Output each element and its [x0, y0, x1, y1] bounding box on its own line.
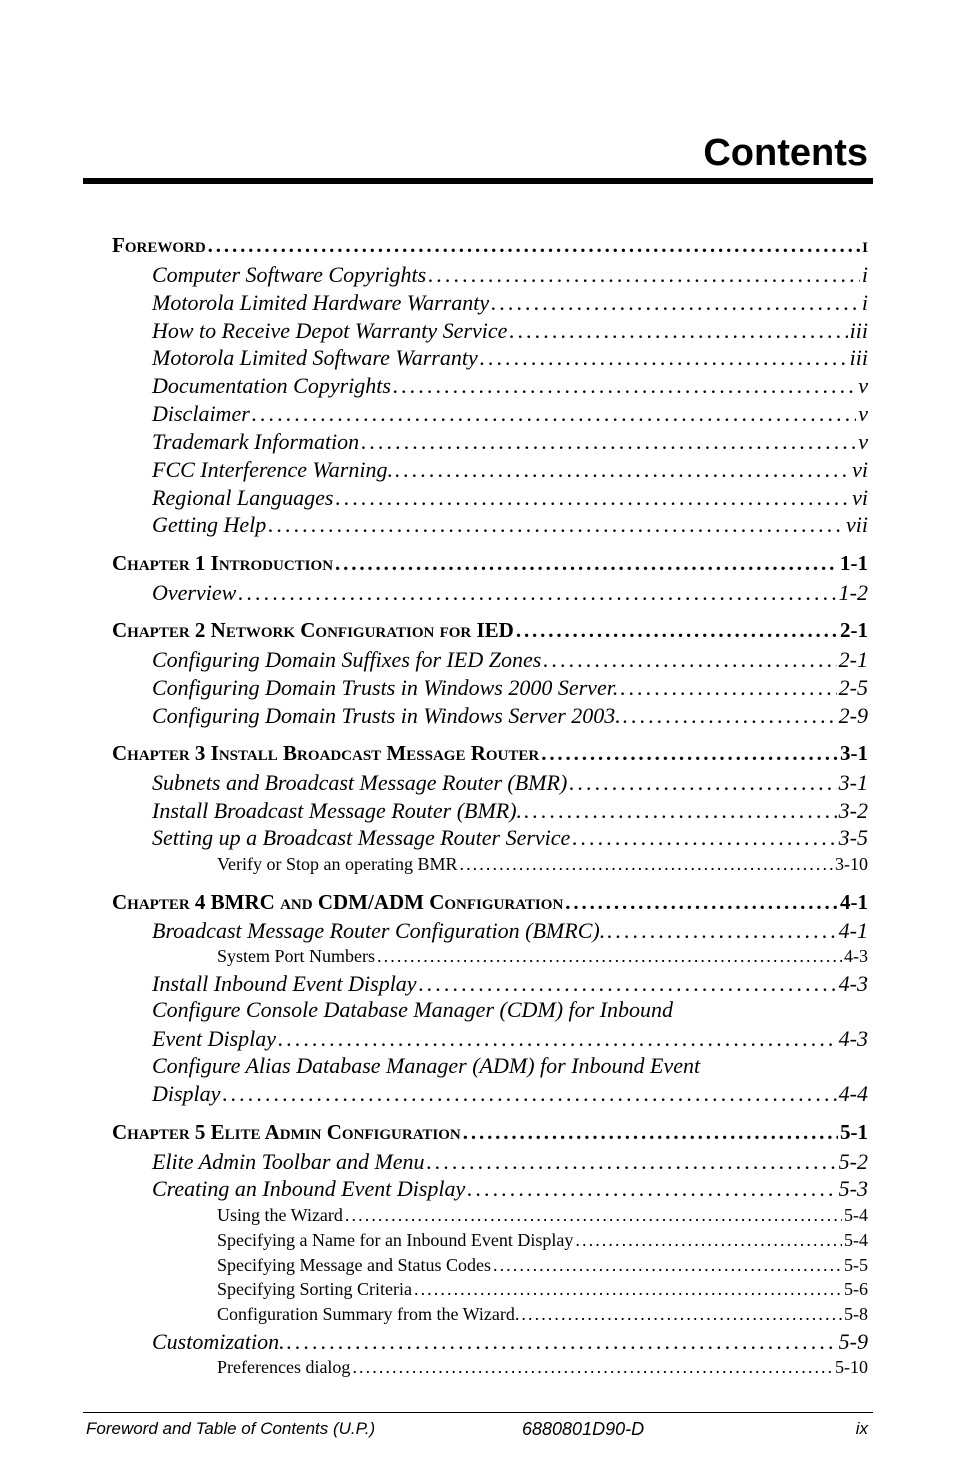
toc-label: Specifying Message and Status Codes — [217, 1255, 491, 1275]
toc-label: Event Display — [152, 1026, 277, 1051]
toc-entry[interactable] — [152, 262, 868, 290]
toc-foreword[interactable] — [112, 233, 868, 259]
toc-entry[interactable] — [152, 401, 868, 429]
dot-leader — [543, 647, 836, 673]
toc-subentry[interactable] — [217, 1255, 868, 1279]
toc-page: 5-2 — [838, 1149, 868, 1174]
toc-page: 2-5 — [838, 675, 868, 700]
dot-leader — [377, 946, 842, 967]
toc-chapter-4[interactable] — [112, 890, 868, 916]
dot-leader — [493, 1255, 842, 1276]
toc-page: 5-10 — [835, 1357, 868, 1377]
dot-leader — [623, 703, 837, 729]
dot-leader — [565, 890, 838, 915]
toc-page: v — [858, 429, 868, 454]
toc-label: Motorola Limited Hardware Warranty — [152, 290, 490, 315]
toc-page: i — [861, 290, 868, 315]
toc-label: Install Inbound Event Display — [152, 971, 417, 996]
toc-subentry[interactable] — [217, 1279, 868, 1303]
footer-page-number: ix — [855, 1419, 868, 1438]
dot-leader — [428, 262, 860, 288]
toc-entry[interactable] — [152, 798, 868, 826]
toc-label: Specifying Sorting Criteria — [217, 1279, 412, 1299]
toc-page: i — [862, 233, 868, 257]
toc-entry[interactable] — [152, 580, 868, 608]
toc-label: Configuring Domain Trusts in Windows Server 2003. — [152, 703, 621, 728]
toc-entry[interactable] — [152, 1149, 868, 1177]
toc-label: Chapter 4 BMRC and CDM/ADM Configuration — [112, 890, 564, 914]
footer-section-title: Foreword and Table of Contents (U.P.) — [86, 1419, 376, 1438]
toc-page: 4-3 — [844, 946, 868, 966]
toc-label: Chapter 5 Elite Admin Configuration — [112, 1120, 461, 1144]
dot-leader — [541, 741, 838, 766]
dot-leader — [516, 618, 838, 643]
page-title: Contents — [703, 132, 868, 174]
toc-page: 1-2 — [838, 580, 868, 605]
toc-entry[interactable] — [152, 647, 868, 675]
toc-entry[interactable] — [152, 1329, 868, 1357]
toc-chapter-2[interactable] — [112, 618, 868, 644]
dot-leader — [463, 1120, 838, 1145]
toc-label: Broadcast Message Router Configuration (BMRC). — [152, 918, 606, 943]
toc-page: vii — [846, 512, 868, 537]
toc-page: 2-1 — [840, 618, 868, 642]
toc-label: Overview — [152, 580, 237, 605]
dot-leader — [569, 770, 836, 796]
toc-page: 4-1 — [838, 918, 868, 943]
toc-page: v — [858, 373, 868, 398]
toc-page: 4-1 — [840, 890, 868, 914]
toc-label: Subnets and Broadcast Message Router (BMR) — [152, 770, 568, 795]
toc-page: 3-1 — [838, 770, 868, 795]
dot-leader — [336, 485, 851, 511]
toc-page: 5-8 — [844, 1304, 868, 1324]
toc-page: vi — [852, 457, 868, 482]
toc-label: Chapter 2 Network Configuration for IED — [112, 618, 514, 642]
toc-entry[interactable] — [152, 290, 868, 318]
toc-page: 2-9 — [838, 703, 868, 728]
toc-label: Documentation Copyrights — [152, 373, 391, 398]
toc-subentry[interactable] — [217, 946, 868, 970]
toc-subentry[interactable] — [217, 1357, 868, 1381]
dot-leader — [509, 318, 847, 344]
toc-label: How to Receive Depot Warranty Service — [152, 318, 508, 343]
dot-leader — [521, 1304, 842, 1325]
toc-entry-line1: Configure Alias Database Manager (ADM) for Inbound Event — [152, 1053, 701, 1078]
toc-page: 5-4 — [844, 1230, 868, 1250]
toc-page: 3-1 — [840, 741, 868, 765]
toc-label: Preferences dialog — [217, 1357, 351, 1377]
toc-label: Trademark Information — [152, 429, 360, 454]
toc-page: i — [861, 262, 868, 287]
toc-label: Getting Help — [152, 512, 267, 537]
toc-entry[interactable] — [152, 1026, 868, 1054]
toc-label: Foreword — [112, 233, 206, 257]
toc-label: Creating an Inbound Event Display — [152, 1176, 466, 1201]
toc-page: 4-4 — [838, 1081, 868, 1106]
toc-page: 5-4 — [844, 1205, 868, 1225]
toc-subentry[interactable] — [217, 1304, 868, 1328]
dot-leader — [524, 798, 837, 824]
toc-label: Configuration Summary from the Wizard. — [217, 1304, 520, 1324]
toc-label: Elite Admin Toolbar and Menu — [152, 1149, 425, 1174]
toc-label: Setting up a Broadcast Message Router Service — [152, 825, 571, 850]
toc-entry[interactable] — [152, 971, 868, 999]
dot-leader — [491, 290, 860, 316]
dot-leader — [335, 551, 838, 576]
toc-entry[interactable] — [152, 429, 868, 457]
toc-entry[interactable] — [152, 512, 868, 540]
toc-label: Configuring Domain Trusts in Windows 2000 Server. — [152, 675, 619, 700]
toc-label: Configuring Domain Suffixes for IED Zones — [152, 647, 542, 672]
toc-entry[interactable] — [152, 675, 868, 703]
dot-leader — [467, 1176, 836, 1202]
toc-chapter-1[interactable] — [112, 551, 868, 577]
dot-leader — [575, 1230, 842, 1251]
dot-leader — [222, 1081, 836, 1107]
dot-leader — [361, 429, 856, 455]
toc-label: Motorola Limited Software Warranty — [152, 345, 478, 370]
dot-leader — [414, 1279, 842, 1300]
toc-page: 2-1 — [838, 647, 868, 672]
toc-entry[interactable] — [152, 825, 868, 853]
toc-label: Regional Languages — [152, 485, 334, 510]
toc-entry[interactable] — [152, 345, 868, 373]
toc-page: vi — [852, 485, 868, 510]
toc-page: 5-9 — [838, 1329, 868, 1354]
dot-leader — [395, 457, 850, 483]
toc-subentry[interactable] — [217, 1205, 868, 1229]
dot-leader — [607, 918, 836, 944]
toc-chapter-5[interactable] — [112, 1120, 868, 1146]
dot-leader — [393, 373, 856, 399]
toc-page: iii — [849, 318, 868, 343]
toc-label: Verify or Stop an operating BMR — [217, 854, 458, 874]
toc-page: 3-5 — [838, 825, 868, 850]
toc-label: System Port Numbers — [217, 946, 376, 966]
toc-label: Chapter 1 Introduction — [112, 551, 334, 575]
toc-label: Install Broadcast Message Router (BMR). — [152, 798, 523, 823]
toc-page: 4-3 — [838, 971, 868, 996]
toc-label: Chapter 3 Install Broadcast Message Router — [112, 741, 540, 765]
dot-leader — [480, 345, 848, 371]
toc-entry[interactable] — [152, 703, 868, 731]
toc-entry[interactable] — [152, 373, 868, 401]
dot-leader — [345, 1205, 842, 1226]
dot-leader — [352, 1357, 833, 1378]
toc-label: Disclaimer — [152, 401, 250, 426]
toc-page: v — [858, 401, 868, 426]
dot-leader — [238, 580, 836, 606]
toc-label: Specifying a Name for an Inbound Event Display — [217, 1230, 574, 1250]
toc-subentry[interactable] — [217, 1230, 868, 1254]
toc-entry[interactable] — [152, 457, 868, 485]
toc-entry[interactable] — [152, 770, 868, 798]
toc-label: FCC Interference Warning. — [152, 457, 393, 482]
dot-leader — [208, 233, 860, 258]
dot-leader — [268, 512, 844, 538]
toc-page: 3-10 — [835, 854, 868, 874]
toc-page: 5-1 — [840, 1120, 868, 1144]
toc-page: 5-3 — [838, 1176, 868, 1201]
toc-page: 3-2 — [838, 798, 868, 823]
footer-rule — [83, 1412, 873, 1413]
toc-page: iii — [849, 345, 868, 370]
dot-leader — [287, 1329, 837, 1355]
toc-entry[interactable] — [152, 318, 868, 346]
toc-page: 1-1 — [840, 551, 868, 575]
footer-doc-number: 6880801D90-D — [522, 1419, 645, 1439]
toc-page: 5-5 — [844, 1255, 868, 1275]
toc-page: 4-3 — [838, 1026, 868, 1051]
dot-leader — [459, 854, 833, 875]
dot-leader — [252, 401, 856, 427]
dot-leader — [572, 825, 836, 851]
dot-leader — [278, 1026, 837, 1052]
toc-entry-line1: Configure Console Database Manager (CDM) for Inbound — [152, 997, 674, 1022]
dot-leader — [620, 675, 836, 701]
dot-leader — [419, 971, 837, 997]
toc-subentry[interactable] — [217, 854, 868, 878]
toc-page: 5-6 — [844, 1279, 868, 1299]
dot-leader — [427, 1149, 837, 1175]
toc-entry[interactable] — [152, 918, 868, 946]
toc-label: Computer Software Copyrights — [152, 262, 427, 287]
toc-entry[interactable] — [152, 1176, 868, 1204]
toc-entry[interactable] — [152, 1081, 868, 1109]
toc-entry[interactable] — [152, 485, 868, 513]
toc-label: Display — [152, 1081, 221, 1106]
toc-label: Customization. — [152, 1329, 285, 1354]
toc-chapter-3[interactable] — [112, 741, 868, 767]
toc-label: Using the Wizard — [217, 1205, 343, 1225]
